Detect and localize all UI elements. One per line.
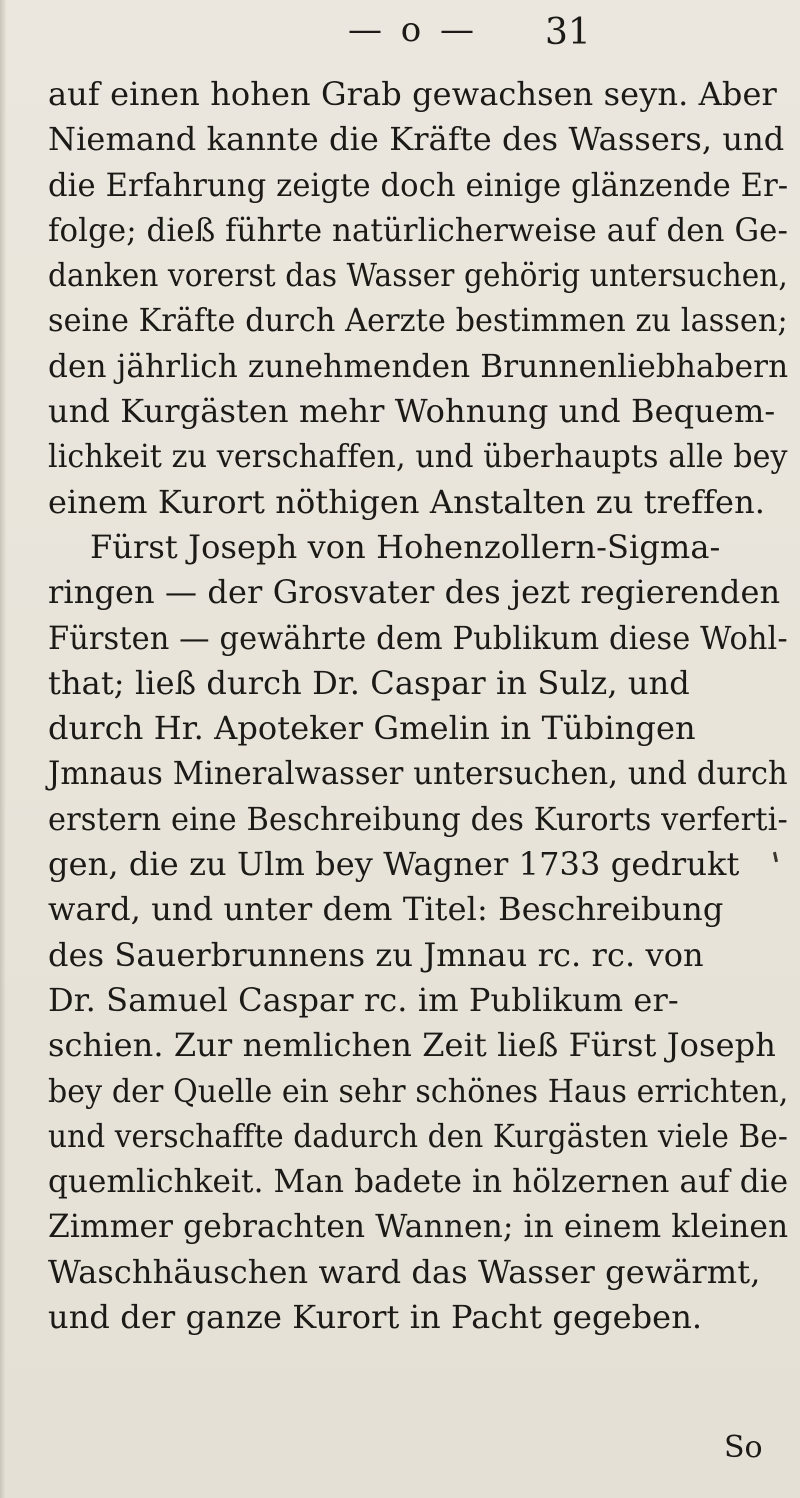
body-text [48, 72, 788, 1340]
text-line: Dr. Samuel Caspar rc. im Publikum er- [48, 980, 679, 1019]
text-line: danken vorerst das Wasser gehörig untersuchen, [48, 256, 788, 295]
page-gutter-shadow [0, 0, 6, 1498]
text-line: folge; dieß führte natürlicherweise auf den Ge- [48, 210, 788, 249]
text-line: Niemand kannte die Kräfte des Wassers, und [48, 120, 785, 159]
text-line: lichkeit zu verschaffen, und überhaupts alle bey [48, 437, 788, 476]
header-ornament: — o — [347, 10, 479, 50]
text-line: den jährlich zunehmenden Brunnenliebhabern [48, 346, 789, 385]
text-line: und Kurgästen mehr Wohnung und Bequem- [48, 392, 776, 431]
text-line: schien. Zur nemlichen Zeit ließ Fürst Joseph [48, 1026, 776, 1065]
text-line: quemlichkeit. Man badete in hölzernen auf die [48, 1162, 789, 1201]
page-number: 31 [545, 12, 591, 53]
text-line: ringen — der Grosvater des jezt regierenden [48, 573, 781, 612]
text-line: durch Hr. Apoteker Gmelin in Tübingen [48, 709, 696, 748]
text-line: Fürsten — gewährte dem Publikum diese Wohl- [48, 618, 788, 657]
text-line: erstern eine Beschreibung des Kurorts verferti- [48, 799, 788, 838]
text-line: die Erfahrung zeigte doch einige glänzende Er- [48, 165, 789, 204]
text-line: seine Kräfte durch Aerzte bestimmen zu lassen; [48, 301, 788, 340]
text-line: und der ganze Kurort in Pacht gegeben. [48, 1298, 703, 1337]
text-line: und verschaffte dadurch den Kurgästen viele Be- [48, 1116, 788, 1155]
text-line: Fürst Joseph von Hohenzollern-Sigma- [90, 527, 721, 566]
catchword: So [724, 1430, 763, 1465]
text-line: Jmnaus Mineralwasser untersuchen, und durch [48, 754, 788, 793]
text-line: that; ließ durch Dr. Caspar in Sulz, und [48, 663, 690, 702]
text-line: bey der Quelle ein sehr schönes Haus errichten, [48, 1071, 789, 1110]
text-line: Zimmer gebrachten Wannen; in einem kleinen [48, 1207, 789, 1246]
text-line: gen, die zu Ulm bey Wagner 1733 gedrukt [48, 845, 740, 884]
page-header [0, 4, 800, 64]
text-line: des Sauerbrunnens zu Jmnau rc. rc. von [48, 935, 704, 974]
text-line: ward, und unter dem Titel: Beschreibung [48, 890, 724, 929]
text-line: Waschhäuschen ward das Wasser gewärmt, [48, 1252, 761, 1291]
text-line: einem Kurort nöthigen Anstalten zu treffen. [48, 482, 766, 521]
text-line: auf einen hohen Grab gewachsen seyn. Aber [48, 75, 777, 113]
